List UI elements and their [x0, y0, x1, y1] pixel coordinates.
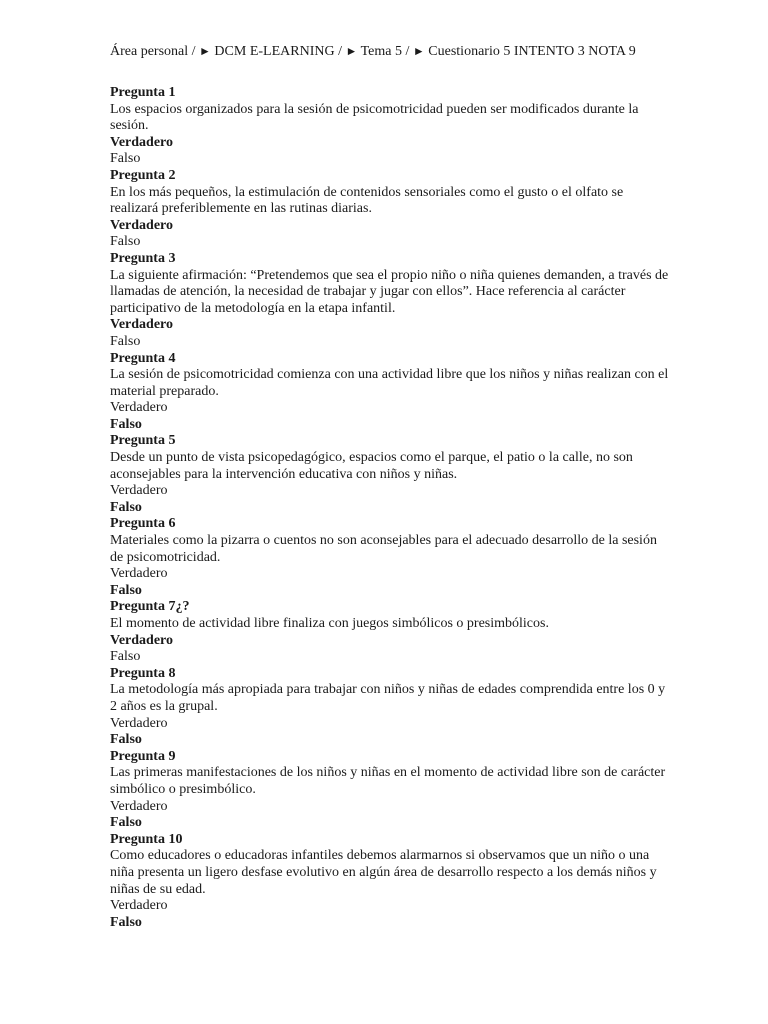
arrow-right-icon: ►: [412, 44, 425, 58]
answer-option: Verdadero: [110, 715, 168, 731]
question-block: [110, 516, 670, 599]
answer-option: Verdadero: [110, 134, 173, 150]
question-text: Las primeras manifestaciones de los niños y niñas en el momento de actividad libre son de carácter simbólico o presimbólico.: [110, 765, 666, 797]
breadcrumb-separator: /: [405, 44, 410, 59]
question-title: Pregunta 7¿?: [110, 599, 190, 615]
question-block: [110, 666, 670, 749]
question-title: Pregunta 6: [110, 516, 176, 532]
question-text: Como educadores o educadoras infantiles debemos alarmarnos si observamos que un niño o una niña presenta un ligero desfase evolutivo en algún área de desarrollo respecto a los demás niños y niñas de su edad.: [110, 848, 657, 897]
answer-option: Falso: [110, 333, 141, 349]
question-title: Pregunta 9: [110, 748, 176, 764]
breadcrumb-topic: Tema 5: [360, 44, 403, 59]
question-block: [110, 749, 670, 832]
answer-option: Falso: [110, 732, 142, 748]
question-title: Pregunta 4: [110, 350, 176, 366]
breadcrumb: [110, 42, 670, 61]
question-block: [110, 832, 670, 932]
answer-option: Falso: [110, 151, 141, 167]
answer-option: Falso: [110, 914, 142, 930]
breadcrumb-separator: /: [338, 44, 342, 59]
question-title: Pregunta 1: [110, 85, 176, 100]
question-block: [110, 351, 670, 434]
question-text: La metodología más apropiada para trabajar con niños y niñas de edades comprendida entre los 0 y 2 años es la grupal.: [110, 682, 666, 714]
answer-option: Verdadero: [110, 798, 168, 814]
breadcrumb-course: DCM E-LEARNING: [214, 44, 335, 59]
breadcrumb-quiz: Cuestionario 5 INTENTO 3 NOTA 9: [428, 44, 636, 59]
answer-option: Verdadero: [110, 632, 173, 648]
question-block: [110, 168, 670, 251]
answer-option: Falso: [110, 815, 142, 831]
breadcrumb-separator: /: [191, 44, 196, 59]
question-block: [110, 433, 670, 516]
document-page: [110, 42, 670, 931]
answer-option: Falso: [110, 649, 141, 665]
answer-option: Verdadero: [110, 400, 168, 416]
question-text: Materiales como la pizarra o cuentos no son aconsejables para el adecuado desarrollo de la sesión de psicomotricidad.: [110, 533, 657, 565]
question-text: La sesión de psicomotricidad comienza con una actividad libre que los niños y niñas realizan con el material preparado.: [110, 367, 669, 399]
question-title: Pregunta 5: [110, 433, 176, 449]
answer-option: Falso: [110, 416, 142, 432]
answer-option: Verdadero: [110, 566, 168, 582]
arrow-right-icon: ►: [345, 44, 358, 58]
arrow-right-icon: ►: [199, 44, 211, 58]
answer-option: Falso: [110, 582, 142, 598]
answer-option: Verdadero: [110, 898, 168, 914]
question-text: En los más pequeños, la estimulación de contenidos sensoriales como el gusto o el olfato se realizará preferiblemente en las rutinas diarias.: [110, 184, 624, 217]
breadcrumb-home: Área personal: [110, 44, 189, 59]
answer-option: Falso: [110, 234, 141, 250]
question-text: Los espacios organizados para la sesión de psicomotricidad pueden ser modificados durante la sesión.: [110, 101, 639, 134]
question-text: La siguiente afirmación: “Pretendemos que sea el propio niño o niña quienes demanden, a través de llamadas de atención, la necesidad de trabajar y jugar con ellos”. Hace referencia al carácter participativo de la metodología en la etapa infantil.: [110, 267, 669, 316]
question-title: Pregunta 2: [110, 167, 176, 183]
question-title: Pregunta 3: [110, 250, 176, 266]
question-title: Pregunta 10: [110, 831, 183, 847]
question-text: El momento de actividad libre finaliza con juegos simbólicos o presimbólicos.: [110, 616, 549, 631]
answer-option: Verdadero: [110, 217, 173, 233]
question-block: [110, 85, 670, 168]
question-block: [110, 599, 670, 665]
question-block: [110, 251, 670, 351]
answer-option: Verdadero: [110, 483, 168, 499]
question-list: [110, 85, 670, 931]
question-text: Desde un punto de vista psicopedagógico, espacios como el parque, el patio o la calle, no son aconsejables para la intervención educativa con niños y niñas.: [110, 450, 633, 482]
answer-option: Verdadero: [110, 317, 173, 333]
answer-option: Falso: [110, 499, 142, 515]
question-title: Pregunta 8: [110, 665, 176, 681]
